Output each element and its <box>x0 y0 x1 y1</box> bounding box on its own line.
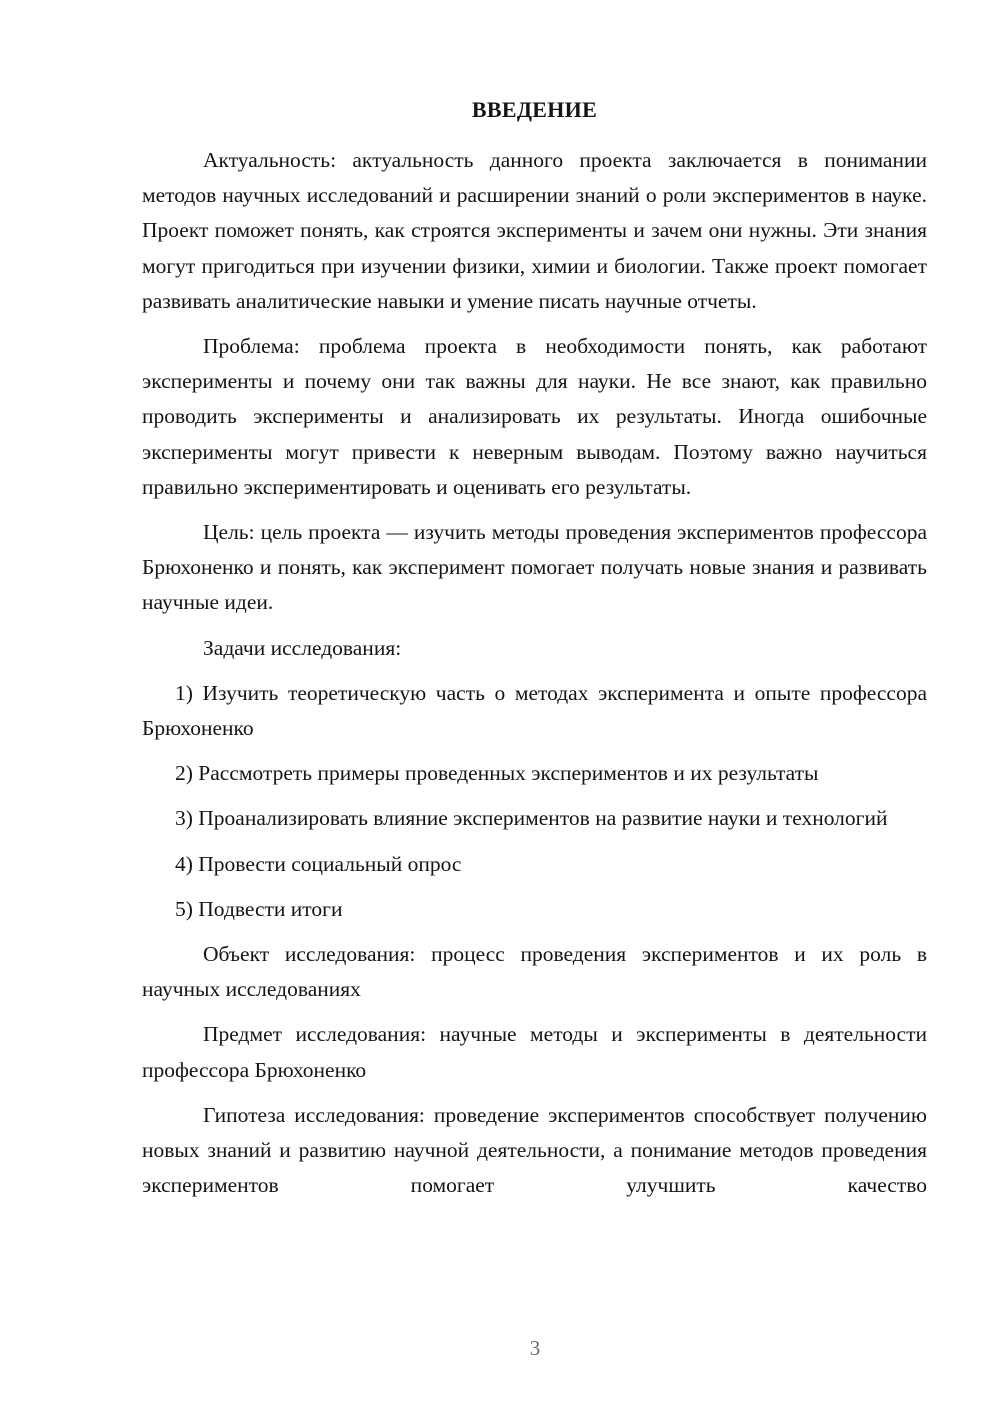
task-item-4: 4) Провести социальный опрос <box>175 851 462 876</box>
task-item-5: 5) Подвести итоги <box>175 896 343 921</box>
tasks-heading: Задачи исследования: <box>203 635 402 660</box>
document-body <box>142 143 927 1203</box>
task-item-1: 1) Изучить теоретическую часть о методах эксперимента и опыте профессора Брюхоненко <box>142 680 927 741</box>
hypothesis-paragraph: Гипотеза исследования: проведение экспериментов способствует получению новых знаний и развитию научной деятельности, а понимание методов проведения экспериментов помогает улучшить качество <box>142 1102 927 1198</box>
goal-paragraph: Цель: цель проекта — изучить методы проведения экспериментов профессора Брюхоненко и понять, как эксперимент помогает получать новые знания и развивать научные идеи. <box>142 520 927 615</box>
relevance-paragraph: Актуальность: актуальность данного проекта заключается в понимании методов научных исследований и расширении знаний о роли экспериментов в науке. Проект поможет понять, как строятся эксперименты и зачем они нужны. Эти знания могут пригодиться при изучении физики, химии и биологии. Также проект помогает развивать аналитические навыки и умение писать научные отчеты. <box>142 148 927 313</box>
problem-paragraph: Проблема: проблема проекта в необходимости понять, как работают эксперименты и почему они так важны для науки. Не все знают, как правильно проводить эксперименты и анализировать их результаты. Иногда ошибочные эксперименты могут привести к неверным выводам. Поэтому важно научиться правильно экспериментировать и оценивать его результаты. <box>142 334 927 499</box>
task-item-3: 3) Проанализировать влияние экспериментов на развитие науки и технологий <box>175 806 888 831</box>
task-item-2: 2) Рассмотреть примеры проведенных экспериментов и их результаты <box>175 761 819 786</box>
page-number: 3 <box>529 1336 541 1360</box>
page-title: ВВЕДЕНИЕ <box>471 97 598 122</box>
object-paragraph: Объект исследования: процесс проведения экспериментов и их роль в научных исследованиях <box>142 942 927 1002</box>
subject-paragraph: Предмет исследования: научные методы и эксперименты в деятельности профессора Брюхоненко <box>142 1022 927 1082</box>
